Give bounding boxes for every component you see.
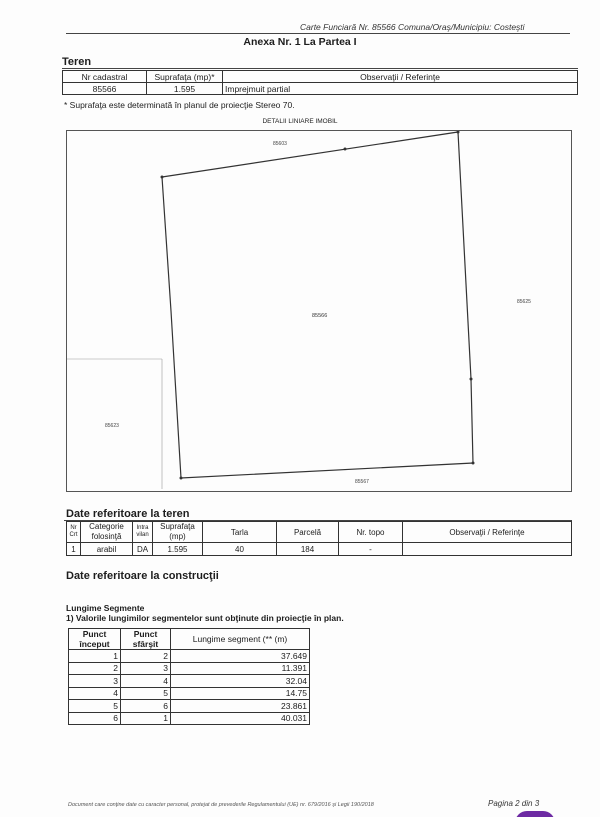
col-observatii: Observaţii / Referinţe xyxy=(223,71,578,83)
date-teren-section-title: Date referitoare la teren xyxy=(66,508,190,520)
date-constructii-section-title: Date referitoare la construcţii xyxy=(66,570,219,582)
col-parcela: Parcelă xyxy=(277,522,339,543)
segmente-header xyxy=(69,629,310,650)
observatii-value: Imprejmuit partial xyxy=(223,83,578,95)
segment-row xyxy=(69,687,310,700)
segment-length: 14.75 xyxy=(171,687,310,700)
segment-length: 23.861 xyxy=(171,700,310,713)
teren-section-title: Teren xyxy=(62,56,92,68)
segment-length: 32.04 xyxy=(171,675,310,688)
segment-length: 40.031 xyxy=(171,712,310,725)
cell-suprafata: 1.595 xyxy=(153,543,203,556)
plan-frame xyxy=(66,130,572,492)
col-nr-topo: Nr. topo xyxy=(339,522,403,543)
teren-footnote: * Suprafaţa este determinată în planul de proiecţie Stereo 70. xyxy=(64,100,295,110)
date-teren-header xyxy=(67,522,572,543)
segmente-table xyxy=(68,628,310,725)
segment-start: 5 xyxy=(69,700,121,713)
label-south: 85567 xyxy=(355,479,369,485)
col-intravilan: Intra vilan xyxy=(133,522,153,543)
date-teren-row xyxy=(67,543,572,556)
cell-observatii xyxy=(403,543,572,556)
vertex-4 xyxy=(470,378,473,381)
segment-end: 2 xyxy=(121,650,171,663)
vertex-1 xyxy=(161,176,164,179)
segment-start: 1 xyxy=(69,650,121,663)
segment-end: 6 xyxy=(121,700,171,713)
parcel-plan xyxy=(67,131,571,491)
col-lungime: Lungime segment (** (m) xyxy=(171,629,310,650)
col-observatii-ref: Observaţii / Referinţe xyxy=(403,522,572,543)
label-north: 85603 xyxy=(273,141,287,147)
segment-row xyxy=(69,712,310,725)
segment-length: 37.649 xyxy=(171,650,310,663)
annex-title: Anexa Nr. 1 La Partea I xyxy=(243,36,357,48)
vertex-6 xyxy=(180,477,183,480)
cell-intravilan: DA xyxy=(133,543,153,556)
cf-header-title: Carte Funciară Nr. 85566 Comuna/Oraş/Municipiu: Costeşti xyxy=(300,22,525,32)
col-categorie: Categorie folosinţă xyxy=(81,522,133,543)
col-tarla: Tarla xyxy=(203,522,277,543)
footer-privacy-note: Document care conţine date cu caracter personal, protejat de prevederile Regulamentului (UE) nr. 679/2016 şi Legii 190/2018 xyxy=(68,802,374,808)
cell-categorie: arabil xyxy=(81,543,133,556)
label-center: 85566 xyxy=(312,313,328,319)
date-teren-table xyxy=(66,521,572,556)
cell-tarla: 40 xyxy=(203,543,277,556)
label-east: 85625 xyxy=(517,299,531,305)
parcel-polygon xyxy=(162,132,473,478)
teren-table-header xyxy=(63,71,578,83)
segment-row xyxy=(69,662,310,675)
segment-start: 6 xyxy=(69,712,121,725)
segment-row xyxy=(69,650,310,663)
col-punct-inceput: Punct început xyxy=(69,629,121,650)
segmente-title: Lungime Segmente xyxy=(66,603,145,613)
col-nr-cadastral: Nr cadastral xyxy=(63,71,147,83)
segment-start: 2 xyxy=(69,662,121,675)
label-west: 85623 xyxy=(105,423,119,429)
segmente-subtitle: 1) Valorile lungimilor segmentelor sunt obţinute din proiecţie în plan. xyxy=(66,613,344,623)
col-punct-sfarsit: Punct sfârşit xyxy=(121,629,171,650)
suprafata-value: 1.595 xyxy=(147,83,223,95)
segmente-body xyxy=(69,650,310,725)
segment-end: 4 xyxy=(121,675,171,688)
page-number: Pagina 2 din 3 xyxy=(488,799,540,808)
teren-table-row xyxy=(63,83,578,95)
segment-end: 1 xyxy=(121,712,171,725)
segment-length: 11.391 xyxy=(171,662,310,675)
cell-parcela: 184 xyxy=(277,543,339,556)
teren-rule xyxy=(62,68,578,69)
teren-table xyxy=(62,70,578,95)
col-suprafata: Suprafaţa (mp)* xyxy=(147,71,223,83)
segment-row xyxy=(69,675,310,688)
vertex-2 xyxy=(344,148,347,151)
vertex-3 xyxy=(457,131,460,134)
nr-cadastral-value: 85566 xyxy=(63,83,147,95)
col-nr-crt: Nr Crt xyxy=(67,522,81,543)
col-suprafata-mp: Suprafaţa (mp) xyxy=(153,522,203,543)
corner-mark xyxy=(515,811,555,817)
segment-start: 3 xyxy=(69,675,121,688)
segment-row xyxy=(69,700,310,713)
cell-nr-crt: 1 xyxy=(67,543,81,556)
segment-end: 5 xyxy=(121,687,171,700)
cell-nr-topo: - xyxy=(339,543,403,556)
segment-end: 3 xyxy=(121,662,171,675)
segment-start: 4 xyxy=(69,687,121,700)
vertex-5 xyxy=(472,462,475,465)
header-rule xyxy=(66,33,570,34)
plan-title: DETALII LINIARE IMOBIL xyxy=(262,118,338,125)
